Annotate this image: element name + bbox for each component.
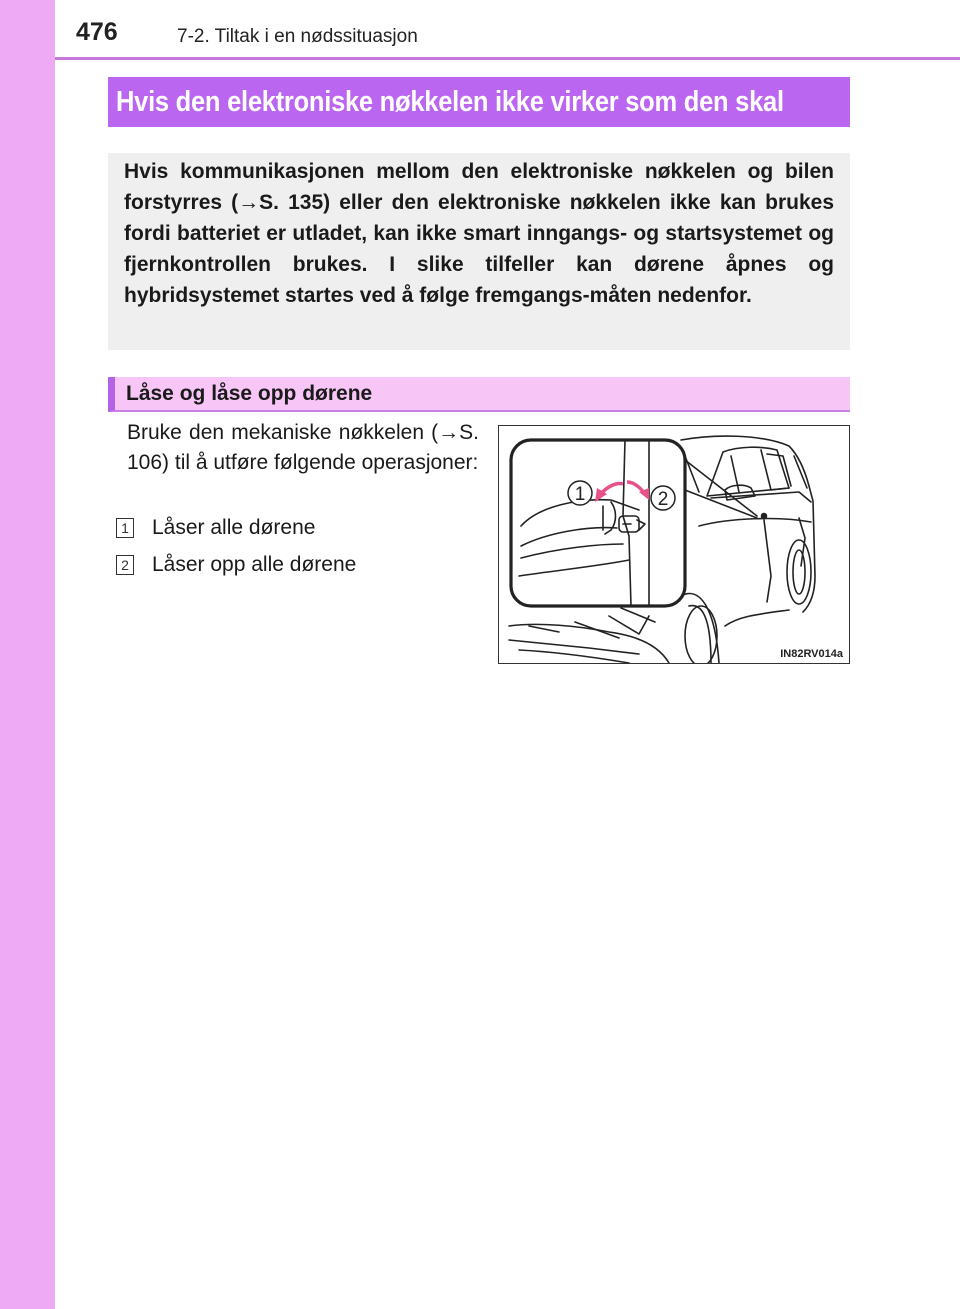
callout-1-label: 1 [574, 484, 586, 505]
intro-box [108, 153, 850, 350]
step-item-2 [116, 553, 356, 577]
callout-2-label: 2 [657, 489, 669, 510]
figure-code: IN82RV014a [780, 648, 843, 660]
section-title-banner [108, 77, 850, 127]
section-title: Hvis den elektroniske nøkkelen ikke virker som den skal [116, 85, 784, 118]
subsection-title: Låse og låse opp dørene [126, 381, 373, 405]
step-text: Låser opp alle dørene [152, 553, 357, 576]
subsection-title-banner [108, 377, 850, 412]
body-text: Bruke den mekaniske nøkkelen (→S. 106) til å utføre følgende operasjoner: [127, 421, 479, 474]
intro-text: Hvis kommunikasjonen mellom den elektroniske nøkkelen og bilen forstyrres (→S. 135) eller den elektroniske nøkkelen ikke kan brukes fordi batteriet er utladet, kan ikke smart inngangs- og startsystemet og fjernkontrollen brukes. I slike tilfeller kan dørene åpnes og hybridsystemet startes ved å følge fremgangs-måten nedenfor. [124, 160, 834, 307]
door-lock-illustration [498, 425, 850, 664]
step-text: Låser alle dørene [152, 516, 316, 539]
car-door-drawing [499, 426, 849, 663]
chapter-title: 7-2. Tiltak i en nødssituasjon [177, 26, 418, 47]
side-color-band [0, 0, 55, 1309]
step-item-1 [116, 516, 315, 540]
step-number-badge: 1 [116, 518, 134, 538]
page-number: 476 [76, 18, 118, 46]
header-divider [55, 57, 960, 60]
step-number-badge: 2 [116, 555, 134, 575]
